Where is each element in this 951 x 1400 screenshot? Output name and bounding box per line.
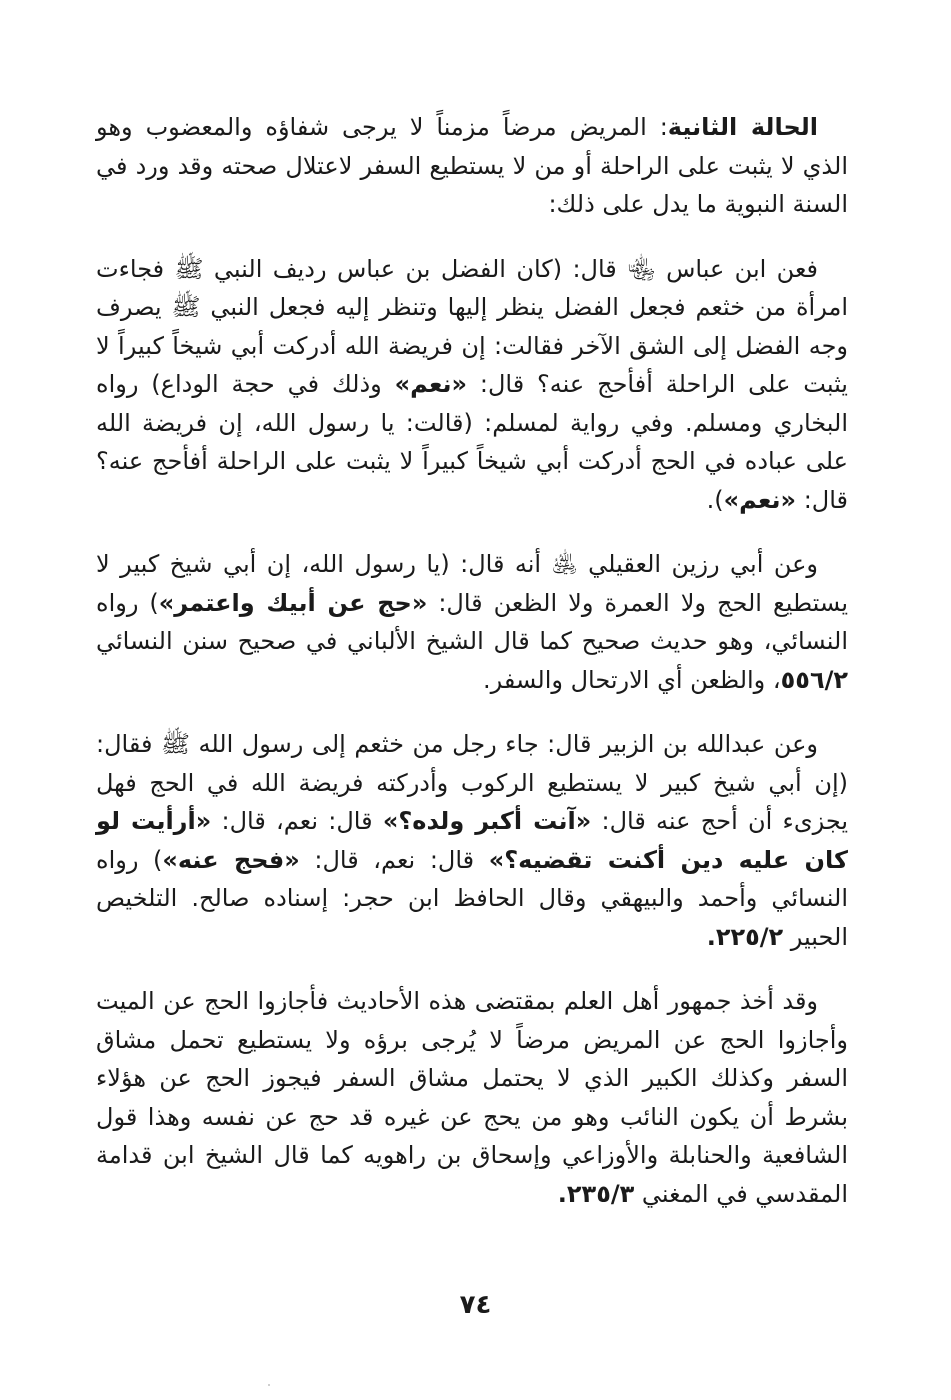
text-segment: وعن أبي رزين العقيلي ﵁ أنه قال: (يا رسول الله، إن أبي شيخ كبير لا يستطيع الحج ولا العمرة ولا الظعن قال:	[96, 550, 848, 617]
paragraph	[96, 108, 848, 224]
text-segment: : المريض مرضاً مزمناً لا يرجى شفاؤه والمعضوب وهو الذي لا يثبت على الراحلة أو من لا يستطيع السفر لاعتلال صحته وقد ورد في السنة النبوية ما يدل على ذلك:	[96, 113, 848, 218]
bold-text-segment: ٥٥٦/٢	[780, 665, 848, 694]
text-segment: ).	[706, 485, 724, 514]
text-segment: وقد أخذ جمهور أهل العلم بمقتضى هذه الأحاديث فأجازوا الحج عن الميت وأجازوا الحج عن المريض مرضاً لا يُرجى برؤه ولا يستطيع تحمل مشاق السفر وكذلك الكبير الذي لا يحتمل مشاق السفر فيجوز الحج عن هؤلاء بشرط أن يكون النائب وهو من يحج عن غيره قد حج عن نفسه وهذا قول الشافعية والحنابلة والأوزاعي وإسحاق بن راهويه كما قال الشيخ ابن قدامة المقدسي في المغني	[96, 987, 848, 1208]
paragraph	[96, 545, 848, 699]
paragraph	[96, 250, 848, 520]
text-segment: قال: نعم، قال:	[299, 845, 489, 874]
bold-text-segment: «نعم»	[723, 485, 797, 514]
page-number: ٧٤	[459, 1290, 492, 1320]
bold-text-segment: «نعم»	[394, 370, 468, 398]
bold-text-segment: الحالة الثانية	[667, 113, 818, 141]
page-body	[96, 108, 848, 1239]
text-segment: قال: نعم، قال:	[211, 807, 383, 835]
bold-text-segment: «أرأيت لو كان عليه دين أكنت تقضيه؟»	[96, 807, 848, 874]
bold-text-segment: ٢٢٥/٢.	[706, 922, 784, 951]
bold-text-segment: «حج عن أبيك واعتمر»	[158, 588, 428, 617]
scan-speck	[268, 1384, 270, 1386]
text-segment: ) رواه النسائي وأحمد والبيهقي وقال الحافظ ابن حجر: إسناده صالح. التلخيص الحبير	[96, 845, 848, 951]
paragraph	[96, 982, 848, 1213]
paragraph	[96, 725, 848, 956]
text-segment: فعن ابن عباس ﵄ قال: (كان الفضل بن عباس رديف النبي ﷺ فجاءت امرأة من خثعم فجعل الفضل ينظر إليها وتنظر إليه فجعل النبي ﷺ يصرف وجه الفضل إلى الشق الآخر فقالت: إن فريضة الله أدركت أبي شيخاً كبيراً لا يثبت على الراحلة أفأحج عنه؟ قال:	[96, 254, 848, 398]
text-segment: وعن عبدالله بن الزبير قال: جاء رجل من خثعم إلى رسول الله ﷺ فقال: (إن أبي شيخ كبير لا يستطيع الركوب وأدركته فريضة الله في الحج فهل يجزىء أن أحج عنه قال:	[96, 730, 849, 835]
bold-text-segment: «آنت أكبر ولده؟»	[382, 807, 592, 835]
bold-text-segment: «فحج عنه»	[162, 845, 300, 874]
text-segment: وذلك في حجة الوداع) رواه البخاري ومسلم. وفي رواية لمسلم: (قالت: يا رسول الله، إن فريضة الله على عباده في الحج أدركت أبي شيخاً كبيراً لا يثبت على الراحلة أفأحج عنه؟ قال:	[96, 370, 848, 514]
bold-text-segment: ٢٣٥/٣.	[557, 1179, 635, 1208]
text-segment: ، والظعن أي الارتحال والسفر.	[482, 665, 781, 694]
text-segment: ) رواه النسائي، وهو حديث صحيح كما قال الشيخ الألباني في صحيح سنن النسائي	[96, 588, 848, 655]
